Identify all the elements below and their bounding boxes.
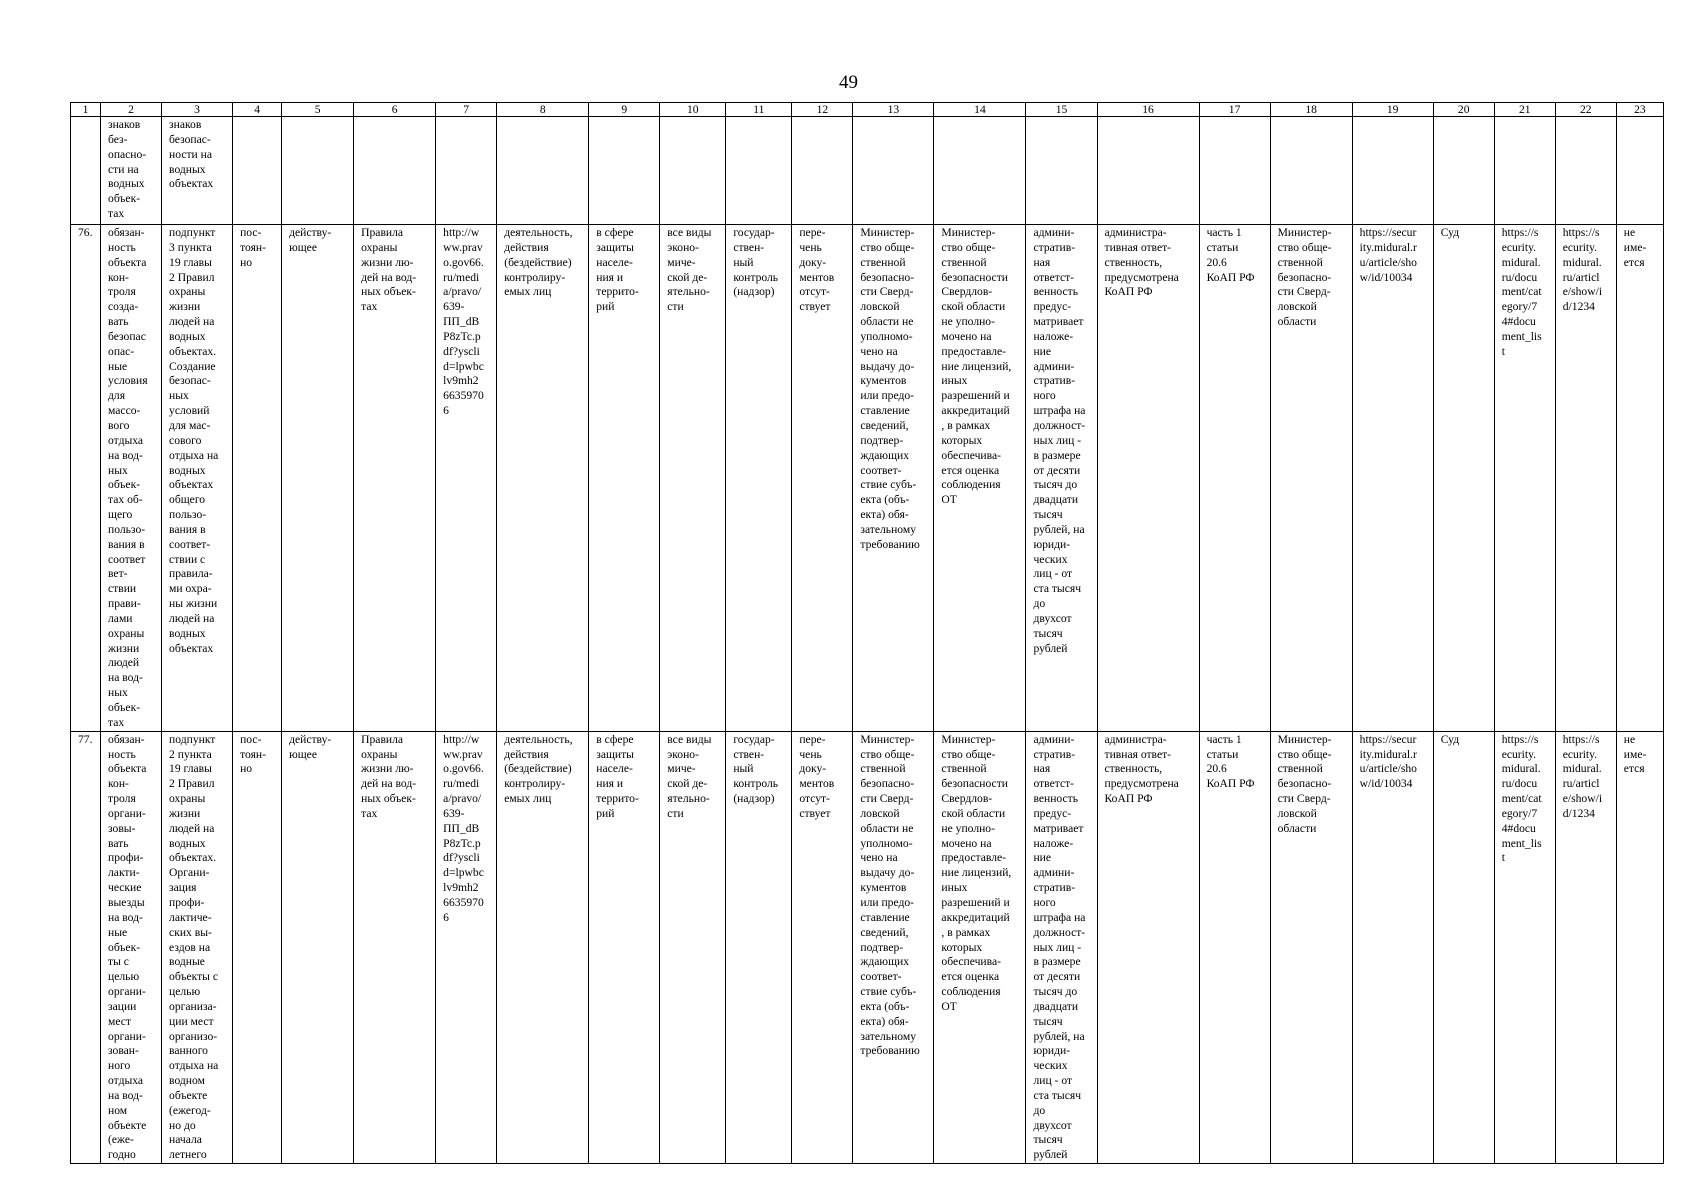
column-number: 8: [497, 103, 589, 117]
cell-text: обязан- ность объекта кон- троля созда- вать безопас опас- ные условия для массо- вого отдыха на вод- ных объек- тах об- щего пользо- вания в соответ вет- ствии прави- лами охраны жизни людей на вод- ных объек- тах: [108, 226, 148, 729]
table-cell: [233, 117, 282, 225]
table-cell: [853, 225, 934, 732]
table-cell: [660, 117, 726, 225]
cell-text: в сфере защиты населе- ния и террито- рий: [596, 226, 639, 314]
table-cell: [162, 117, 233, 225]
table-row: [71, 225, 1664, 732]
table-cell: [101, 731, 162, 1163]
cell-text: часть 1 статьи 20.6 КоАП РФ: [1206, 732, 1255, 791]
table-row: [71, 731, 1664, 1163]
cell-text: Министер- ство обще- ственной безопасно- сти Сверд- ловской области не уполномо- чено на выдачу до- кументов или предо- ставление сведений, подтвер- ждающих соответ- ствие субъ- екта (объ- екта) обя- зательному требованию: [860, 732, 920, 1058]
cell-text: https://s ecurity. midural. ru/docu ment/cat egory/7 4#docu ment_lis t: [1501, 732, 1542, 865]
table-cell: [1352, 117, 1433, 225]
cell-text: все виды эконо- миче- ской де- ятельно- сти: [667, 226, 712, 314]
table-cell: [497, 117, 589, 225]
column-number: 1: [71, 103, 101, 117]
table-cell: [1097, 731, 1199, 1163]
table-cell: [1555, 225, 1616, 732]
cell-text: https://s ecurity. midural. ru/articl e/show/i d/1234: [1562, 732, 1603, 820]
column-number: 2: [101, 103, 162, 117]
cell-text: в сфере защиты населе- ния и террито- рий: [596, 732, 639, 820]
cell-text: действу- ющее: [289, 226, 332, 254]
table-cell: [589, 225, 660, 732]
table-cell: [497, 731, 589, 1163]
column-number: 7: [436, 103, 497, 117]
table-cell: [436, 117, 497, 225]
cell-text: все виды эконо- миче- ской де- ятельно- сти: [667, 732, 712, 820]
table-cell: [1616, 117, 1663, 225]
cell-text: знаков безопас- ности на водных объектах: [169, 118, 214, 191]
table-cell: [1352, 225, 1433, 732]
table-cell: [792, 731, 853, 1163]
table-cell: [162, 731, 233, 1163]
table-cell: [436, 225, 497, 732]
cell-text: пос- тоян- но: [240, 732, 266, 776]
table-cell: [726, 731, 792, 1163]
table-cell: [436, 731, 497, 1163]
table-cell: [589, 117, 660, 225]
cell-text: часть 1 статьи 20.6 КоАП РФ: [1206, 226, 1255, 284]
table-cell: [1494, 117, 1555, 225]
cell-text: Суд: [1440, 226, 1460, 239]
table-cell: [726, 117, 792, 225]
cell-text: государ- ствен- ный контроль (надзор): [733, 226, 779, 299]
table-cell: [71, 731, 101, 1163]
table-cell: [1026, 117, 1097, 225]
column-number: 6: [354, 103, 436, 117]
cell-text: 77.: [78, 732, 93, 746]
cell-text: действу- ющее: [289, 732, 332, 761]
table-cell: [1433, 731, 1494, 1163]
column-number: 23: [1616, 103, 1663, 117]
table-cell: [497, 225, 589, 732]
table-cell: [853, 117, 934, 225]
column-number: 21: [1494, 103, 1555, 117]
cell-text: государ- ствен- ный контроль (надзор): [733, 732, 779, 806]
table-cell: [1555, 117, 1616, 225]
column-number: 12: [792, 103, 853, 117]
table-cell: [1026, 225, 1097, 732]
cell-text: администра- тивная ответ- ственность, предусмотрена КоАП РФ: [1104, 226, 1179, 299]
table-cell: [1270, 117, 1352, 225]
cell-text: Суд: [1440, 732, 1460, 746]
table-cell: [1433, 117, 1494, 225]
column-number: 4: [233, 103, 282, 117]
column-number: 22: [1555, 103, 1616, 117]
table-cell: [853, 731, 934, 1163]
table-cell: [354, 225, 436, 732]
table-cell: [71, 225, 101, 732]
cell-text: не име- ется: [1623, 226, 1647, 269]
table-cell: [726, 225, 792, 732]
table-cell: [282, 117, 354, 225]
table-cell: [1555, 731, 1616, 1163]
table-cell: [354, 117, 436, 225]
cell-text: подпункт 3 пункта 19 главы 2 Правил охраны жизни людей на водных объектах. Создание безопас- ных условий для мас- сового отдыха на водных объектах общего пользо- вания в соответ- ствии с правила- ми охра- ны жизни людей на водных объектах: [169, 226, 219, 655]
cell-text: https://s ecurity. midural. ru/articl e/show/i d/1234: [1562, 226, 1603, 314]
table-cell: [589, 731, 660, 1163]
table-cell: [101, 225, 162, 732]
cell-text: пере- чень доку- ментов отсут- ствует: [799, 226, 835, 314]
cell-text: https://secur ity.midural.r u/article/sho w/id/10034: [1359, 226, 1417, 284]
column-number: 13: [853, 103, 934, 117]
cell-text: подпункт 2 пункта 19 главы 2 Правил охраны жизни людей на водных объектах. Органи- зация профи- лактиче- ских вы- ездов на водные объекты с целью организа- ции мест организо- ванного отдыха на водном объекте (ежегод- но до начала летнего: [169, 732, 219, 1162]
table-cell: [1352, 731, 1433, 1163]
table-cell: [233, 731, 282, 1163]
table-cell: [1616, 225, 1663, 732]
table-cell: [1270, 731, 1352, 1163]
table-cell: [1097, 225, 1199, 732]
table-cell: [233, 225, 282, 732]
table-cell: [71, 117, 101, 225]
table-cell: [1616, 731, 1663, 1163]
table-cell: [1199, 225, 1270, 732]
cell-text: не име- ется: [1623, 732, 1647, 776]
column-number: 10: [660, 103, 726, 117]
table-cell: [1199, 117, 1270, 225]
table-cell: [660, 225, 726, 732]
cell-text: Министер- ство обще- ственной безопасности Свердлов- ской области не уполно- мочено на предоставле- ние лицензий, иных разрешений и аккредитаций , в рамках которых обеспечива- ется оценка соблюдения ОТ: [941, 732, 1012, 1013]
column-number: 15: [1026, 103, 1097, 117]
cell-text: 76.: [78, 226, 93, 239]
table-cell: [934, 117, 1026, 225]
cell-text: обязан- ность объекта кон- троля органи- зовы- вать профи- лакти- ческие выезды на вод- ные объек- ты с целью органи- зации мест органи- зован- ного отдыха на вод- ном объекте (еже- годно: [108, 732, 147, 1162]
cell-text: Министер- ство обще- ственной безопасно- сти Сверд- ловской области: [1277, 732, 1332, 835]
table-cell: [792, 225, 853, 732]
cell-text: Министер- ство обще- ственной безопасно- сти Сверд- ловской области: [1277, 226, 1332, 329]
page-number: 49: [839, 72, 858, 93]
column-number: 16: [1097, 103, 1199, 117]
cell-text: Правила охраны жизни лю- дей на вод- ных объек- тах: [361, 732, 417, 820]
table-cell: [934, 225, 1026, 732]
cell-text: Министер- ство обще- ственной безопасности Свердлов- ской области не уполно- мочено на предоставле- ние лицензий, иных разрешений и аккредитаций , в рамках которых обеспечива- ется оценка соблюдения ОТ: [941, 226, 1012, 507]
table-cell: [1494, 731, 1555, 1163]
column-number: 9: [589, 103, 660, 117]
column-number: 17: [1199, 103, 1270, 117]
table-row: [71, 117, 1664, 225]
cell-text: Правила охраны жизни лю- дей на вод- ных объек- тах: [361, 226, 417, 314]
column-number: 18: [1270, 103, 1352, 117]
table-body: [71, 103, 1664, 1164]
table-cell: [792, 117, 853, 225]
column-number: 20: [1433, 103, 1494, 117]
table-cell: [282, 731, 354, 1163]
cell-text: пос- тоян- но: [240, 226, 266, 269]
cell-text: https://secur ity.midural.r u/article/sho w/id/10034: [1359, 732, 1417, 791]
cell-text: администра- тивная ответ- ственность, предусмотрена КоАП РФ: [1104, 732, 1179, 806]
column-number: 14: [934, 103, 1026, 117]
column-number: 3: [162, 103, 233, 117]
table-cell: [1270, 225, 1352, 732]
column-number: 19: [1352, 103, 1433, 117]
cell-text: админи- стратив- ная ответст- венность предус- матривает наложе- ние админи- стратив- ного штрафа на должност- ных лиц - в размере от десяти тысяч до двадцати тысяч рублей, на юриди- ческих лиц - от ста тысяч до двухсот тысяч рублей: [1033, 226, 1086, 655]
table-cell: [101, 117, 162, 225]
table-cell: [1026, 731, 1097, 1163]
cell-text: знаков без- опасно- сти на водных объек- тах: [108, 118, 147, 221]
table-cell: [354, 731, 436, 1163]
cell-text: https://s ecurity. midural. ru/docu ment/cat egory/7 4#docu ment_lis t: [1501, 226, 1542, 358]
table-cell: [162, 225, 233, 732]
table-cell: [1494, 225, 1555, 732]
cell-text: админи- стратив- ная ответст- венность предус- матривает наложе- ние админи- стратив- ного штрафа на должност- ных лиц - в размере от десяти тысяч до двадцати тысяч рублей, на юриди- ческих лиц - от ста тысяч до двухсот тысяч рублей: [1033, 732, 1086, 1162]
cell-text: Министер- ство обще- ственной безопасно- сти Сверд- ловской области не уполномо- чено на выдачу до- кументов или предо- ставление сведений, подтвер- ждающих соответ- ствие субъ- екта (объ- екта) обя- зательному требованию: [860, 226, 920, 551]
cell-text: деятельность, действия (бездействие) контролиру- емых лиц: [504, 732, 573, 806]
table-cell: [934, 731, 1026, 1163]
table-cell: [1097, 117, 1199, 225]
cell-text: деятельность, действия (бездействие) контролиру- емых лиц: [504, 226, 573, 299]
table-cell: [660, 731, 726, 1163]
cell-text: пере- чень доку- ментов отсут- ствует: [799, 732, 835, 820]
table-cell: [1433, 225, 1494, 732]
table-cell: [1199, 731, 1270, 1163]
column-number: 5: [282, 103, 354, 117]
cell-text: http://w ww.prav o.gov66. ru/medi a/pravo/ 639- ПП_dB P8zTc.p df?yscli d=lpwbc lv9mh2 6635970 6: [443, 226, 484, 418]
requirements-table: [70, 102, 1664, 1164]
column-number-row: [71, 103, 1664, 117]
column-number: 11: [726, 103, 792, 117]
table-cell: [282, 225, 354, 732]
cell-text: http://w ww.prav o.gov66. ru/medi a/pravo/ 639- ПП_dB P8zTc.p df?yscli d=lpwbc lv9mh2 6635970 6: [443, 732, 484, 924]
